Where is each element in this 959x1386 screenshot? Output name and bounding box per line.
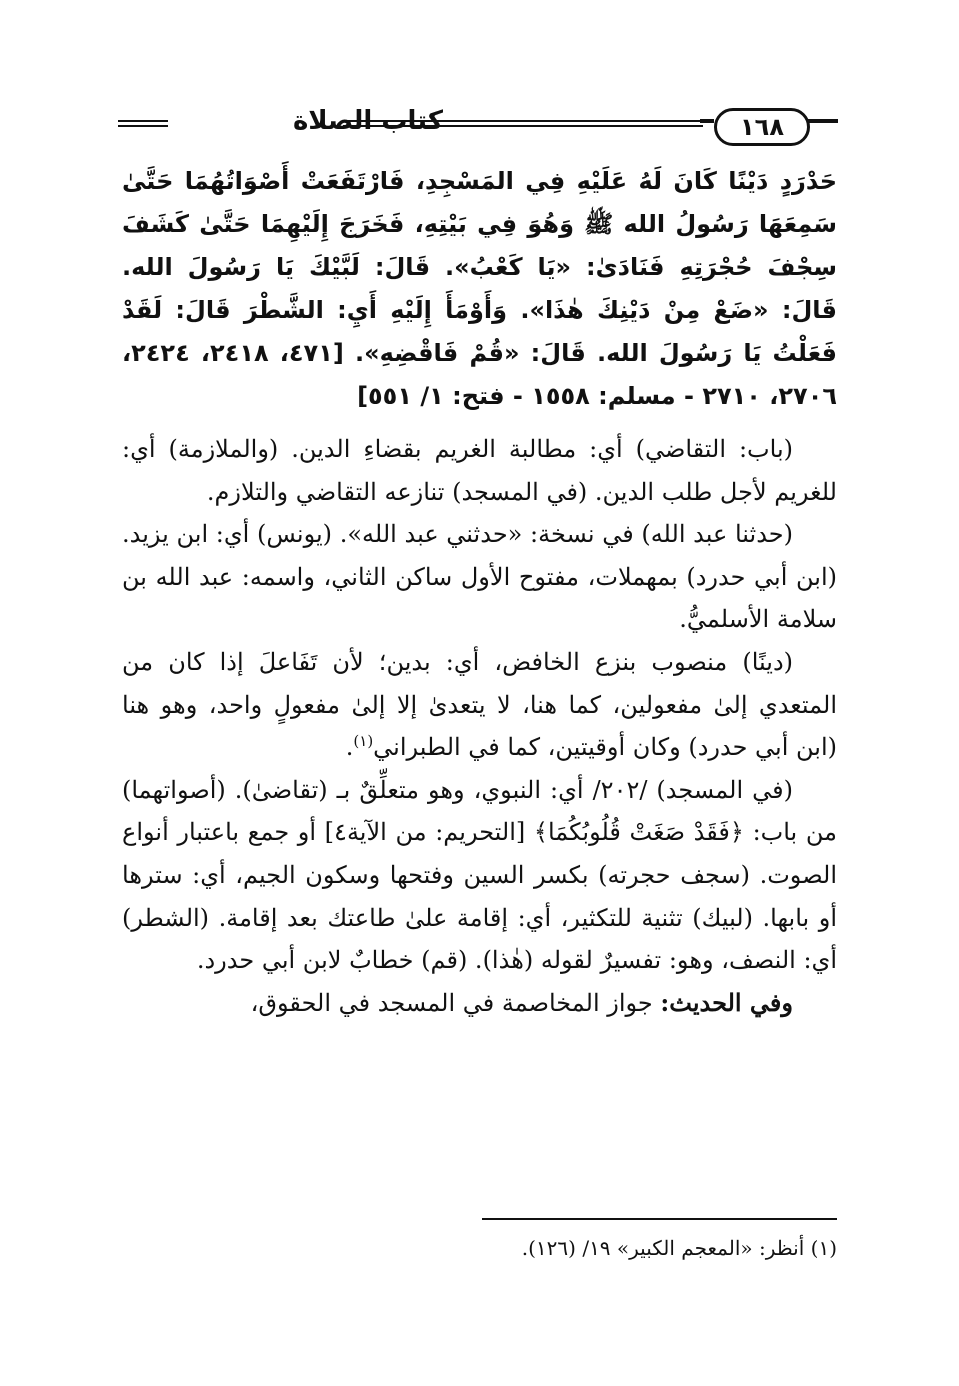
page-header — [118, 100, 838, 150]
hadith-text: حَدْرَدٍ دَيْنًا كَانَ لَهُ عَلَيْهِ فِي المَسْجِدِ، فَارْتَفَعَتْ أَصْوَاتُهُمَا حَتَّىٰ سَمِعَهَا رَسُولُ الله ﷺ وَهُوَ فِي بَيْتِهِ، فَخَرَجَ إِلَيْهِمَا حَتَّىٰ كَشَفَ سِجْفَ حُجْرَتِهِ فَنَادَىٰ: «يَا كَعْبُ». قَالَ: لَبَّيْكَ يَا رَسُولَ الله. قَالَ: «ضَعْ مِنْ دَيْنِكَ هٰذَا». وَأَوْمَأَ إِلَيْهِ أَيِ: الشَّطْرَ قَالَ: لَقَدْ فَعَلْتُ يَا رَسُولَ الله. قَالَ: «قُمْ فَاقْضِهِ». [٤٧١، ٢٤١٨، ٢٤٢٤، ٢٧٠٦، ٢٧١٠ - مسلم: ١٥٥٨ - فتح: ١/ ٥٥١] — [122, 167, 837, 410]
commentary-paragraph-5 — [122, 982, 837, 1025]
paragraph-3-end: . — [345, 733, 354, 762]
page-number-badge — [714, 108, 810, 146]
commentary-paragraph-3 — [122, 641, 837, 769]
hadith-lesson-label: وفي الحديث: — [660, 987, 793, 1017]
badge-tip-left — [700, 119, 714, 123]
book-title: كتاب الصلاة — [292, 106, 443, 136]
footnote: (١) أنظر: «المعجم الكبير» ١٩/ (١٢٦). — [521, 1236, 837, 1260]
footnote-reference[interactable]: (١) — [353, 732, 374, 751]
paragraph-3-text: (دينًا) منصوب بنزع الخافض، أي: بدين؛ لأن تَفَاعلَ إذا كان من المتعدي إلىٰ مفعولين، كما هنا، لا يتعدىٰ إلا إلىٰ مفعولٍ واحد، وهو هنا (ابن أبي حدرد) وكان أوقيتين، كما في الطبراني — [122, 647, 837, 762]
commentary-paragraph-2: (حدثنا عبد الله) في نسخة: «حدثني عبد الله». (يونس) أي: ابن يزيد. (ابن أبي حدرد) بمهملات، مفتوح الأول ساكن الثاني، واسمه: عبد الله بن سلامة الأسلميُّ. — [122, 520, 837, 634]
badge-tip-right — [808, 119, 838, 123]
header-rule-left — [118, 120, 168, 127]
footnote-rule — [482, 1218, 837, 1220]
main-text — [122, 160, 837, 1024]
header-rule-middle — [343, 120, 703, 127]
commentary-paragraph-4: (في المسجد) /٢٠٢/ أي: النبوي، وهو متعلِّقٌ بـ (تقاضىٰ). (أصواتهما) من باب: ﴿فَقَدْ صَغَتْ قُلُوبُكُمَا﴾ [التحريم: من الآية٤] أو جمع باعتبار أنواع الصوت. (سجف حجرته) بكسر السين وفتحها وسكون الجيم، أي: سترها أو بابها. (لبيك) تثنية للتكثير، أي: إقامة علىٰ طاعتك بعد إقامة. (الشطر) أي: النصف، وهو: تفسيرٌ لقوله (هٰذا). (قم) خطابٌ لابن أبي حدرد. — [122, 775, 837, 975]
hadith-lesson-text: جواز المخاصمة في المسجد في الحقوق، — [250, 988, 661, 1017]
commentary-paragraph-1: (باب: التقاضي) أي: مطالبة الغريم بقضاءِ الدين. (والملازمة) أي: للغريم لأجل طلب الدين. (في المسجد) تنازعه التقاضي والتلازم. — [122, 435, 837, 506]
page-number: ١٦٨ — [740, 113, 784, 141]
